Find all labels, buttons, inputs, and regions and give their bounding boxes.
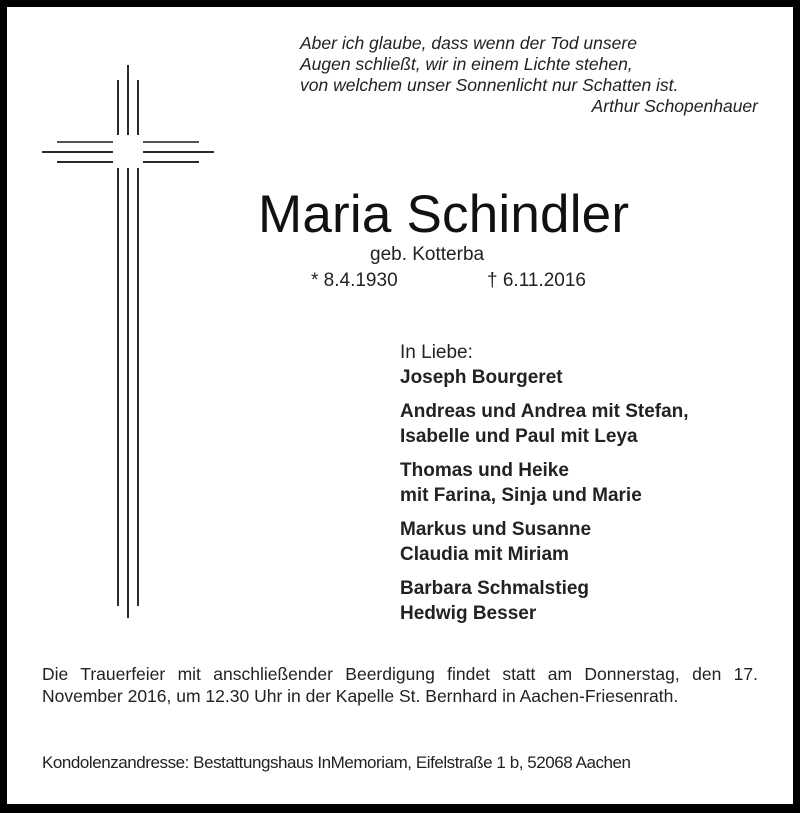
quote-author: Arthur Schopenhauer xyxy=(591,96,758,116)
condolence-address: Kondolenzandresse: Bestattungshaus InMemoriam, Eifelstraße 1 b, 52068 Aachen xyxy=(42,753,631,772)
mourner-group xyxy=(400,517,689,567)
mourners-intro: In Liebe: xyxy=(400,342,473,363)
cross-icon xyxy=(0,0,240,640)
mourner-line: Joseph Bourgeret xyxy=(400,367,563,388)
mourner-line: Claudia mit Miriam xyxy=(400,544,569,565)
mourners-list xyxy=(400,340,689,626)
mourner-line: Markus und Susanne xyxy=(400,519,592,540)
mourner-group xyxy=(400,576,689,626)
quote-line: Augen schließt, wir in einem Lichte stehen, xyxy=(300,54,633,74)
mourner-group xyxy=(400,458,689,508)
mourner-group xyxy=(400,365,689,390)
birth-name: geb. Kotterba xyxy=(370,244,485,265)
mourner-line: Andreas und Andrea mit Stefan, xyxy=(400,401,689,422)
funeral-notice: Die Trauerfeier mit anschließender Beerdigung findet statt am Donnerstag, den 17. November 2016, um 12.30 Uhr in der Kapelle St. Bernhard in Aachen-Friesenrath. xyxy=(42,664,758,706)
mourner-line: Isabelle und Paul mit Leya xyxy=(400,426,638,447)
deceased-name: Maria Schindler xyxy=(258,185,630,244)
quote-block xyxy=(300,33,758,117)
birth-date: * 8.4.1930 xyxy=(311,270,398,291)
quote-line: von welchem unser Sonnenlicht nur Schatten ist. xyxy=(300,75,679,95)
mourner-group xyxy=(400,399,689,449)
mourner-line: Hedwig Besser xyxy=(400,603,537,624)
mourner-line: mit Farina, Sinja und Marie xyxy=(400,485,642,506)
quote-line: Aber ich glaube, dass wenn der Tod unsere xyxy=(300,33,637,53)
mourner-line: Barbara Schmalstieg xyxy=(400,578,590,599)
death-date: † 6.11.2016 xyxy=(487,270,586,291)
mourner-line: Thomas und Heike xyxy=(400,460,569,481)
